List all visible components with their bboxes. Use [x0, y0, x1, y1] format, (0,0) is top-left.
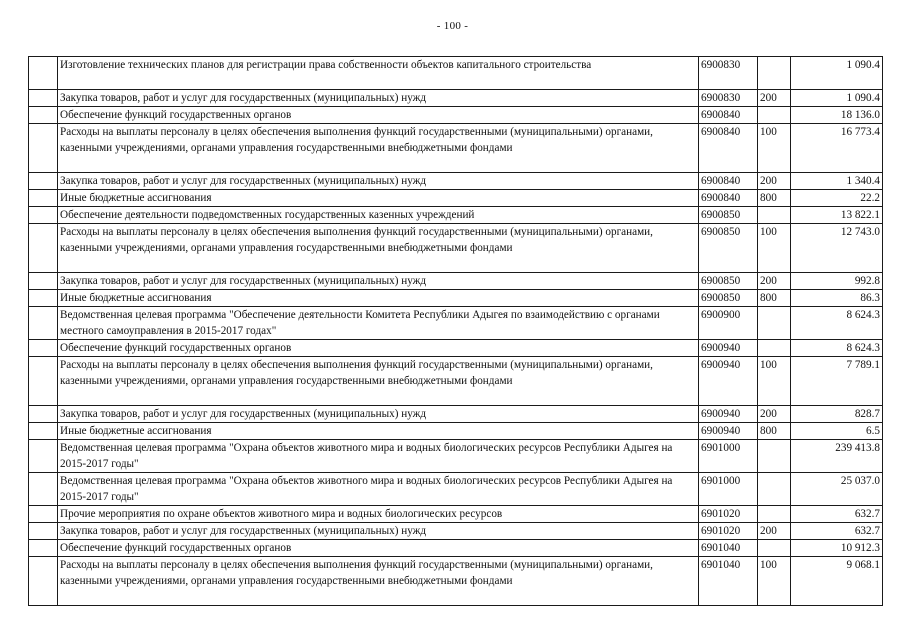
target-article-code: 6901000 — [699, 440, 758, 473]
expense-name: Закупка товаров, работ и услуг для государственных (муниципальных) нужд — [58, 406, 699, 423]
table-row — [29, 307, 883, 340]
table-row — [29, 207, 883, 224]
blank-cell — [29, 190, 58, 207]
blank-cell — [29, 423, 58, 440]
amount: 239 413.8 — [791, 440, 883, 473]
expense-type-code: 800 — [758, 290, 791, 307]
expense-type-code — [758, 473, 791, 506]
amount: 1 340.4 — [791, 173, 883, 190]
target-article-code: 6900850 — [699, 290, 758, 307]
blank-cell — [29, 357, 58, 406]
expense-type-code — [758, 107, 791, 124]
expense-name: Ведомственная целевая программа "Охрана объектов животного мира и водных биологических ресурсов Республики Адыгея на 2015-2017 годы" — [58, 440, 699, 473]
expense-type-code: 200 — [758, 90, 791, 107]
target-article-code: 6900940 — [699, 423, 758, 440]
amount: 13 822.1 — [791, 207, 883, 224]
table-row — [29, 523, 883, 540]
amount: 828.7 — [791, 406, 883, 423]
expense-name: Закупка товаров, работ и услуг для государственных (муниципальных) нужд — [58, 273, 699, 290]
table-row — [29, 440, 883, 473]
expense-name: Ведомственная целевая программа "Обеспечение деятельности Комитета Республики Адыгея по взаимодействию с органами местного самоуправления в 2015-2017 годах" — [58, 307, 699, 340]
blank-cell — [29, 107, 58, 124]
table-row — [29, 473, 883, 506]
target-article-code: 6900940 — [699, 406, 758, 423]
blank-cell — [29, 207, 58, 224]
table-row — [29, 190, 883, 207]
blank-cell — [29, 124, 58, 173]
expense-type-code: 200 — [758, 273, 791, 290]
table-row — [29, 406, 883, 423]
amount: 10 912.3 — [791, 540, 883, 557]
amount: 1 090.4 — [791, 90, 883, 107]
target-article-code: 6900900 — [699, 307, 758, 340]
blank-cell — [29, 290, 58, 307]
expense-name: Ведомственная целевая программа "Охрана объектов животного мира и водных биологических ресурсов Республики Адыгея на 2015-2017 годы" — [58, 473, 699, 506]
expense-type-code — [758, 540, 791, 557]
blank-cell — [29, 307, 58, 340]
expense-name: Расходы на выплаты персоналу в целях обеспечения выполнения функций государственными (муниципальными) органами, казенными учреждениями, органами управления государственными внебюджетными фондами — [58, 357, 699, 406]
table-row — [29, 423, 883, 440]
amount: 86.3 — [791, 290, 883, 307]
blank-cell — [29, 90, 58, 107]
expense-name: Иные бюджетные ассигнования — [58, 190, 699, 207]
amount: 992.8 — [791, 273, 883, 290]
table-row — [29, 506, 883, 523]
blank-cell — [29, 173, 58, 190]
target-article-code: 6900940 — [699, 357, 758, 406]
blank-cell — [29, 406, 58, 423]
table-row — [29, 57, 883, 90]
blank-cell — [29, 273, 58, 290]
table-row — [29, 557, 883, 606]
amount: 8 624.3 — [791, 340, 883, 357]
table-row — [29, 107, 883, 124]
budget-table — [28, 56, 883, 606]
table-row — [29, 340, 883, 357]
target-article-code: 6900830 — [699, 57, 758, 90]
expense-type-code — [758, 440, 791, 473]
expense-name: Иные бюджетные ассигнования — [58, 290, 699, 307]
expense-name: Закупка товаров, работ и услуг для государственных (муниципальных) нужд — [58, 173, 699, 190]
amount: 6.5 — [791, 423, 883, 440]
amount: 7 789.1 — [791, 357, 883, 406]
expense-name: Расходы на выплаты персоналу в целях обеспечения выполнения функций государственными (муниципальными) органами, казенными учреждениями, органами управления государственными внебюджетными фондами — [58, 557, 699, 606]
amount: 18 136.0 — [791, 107, 883, 124]
page-number: - 100 - — [436, 20, 469, 32]
expense-type-code: 100 — [758, 224, 791, 273]
expense-type-code — [758, 307, 791, 340]
target-article-code: 6901020 — [699, 523, 758, 540]
table-row — [29, 124, 883, 173]
table-row — [29, 173, 883, 190]
blank-cell — [29, 440, 58, 473]
amount: 9 068.1 — [791, 557, 883, 606]
expense-type-code: 100 — [758, 124, 791, 173]
expense-name: Расходы на выплаты персоналу в целях обеспечения выполнения функций государственными (муниципальными) органами, казенными учреждениями, органами управления государственными внебюджетными фондами — [58, 224, 699, 273]
expense-name: Обеспечение функций государственных органов — [58, 107, 699, 124]
target-article-code: 6901040 — [699, 540, 758, 557]
target-article-code: 6900850 — [699, 207, 758, 224]
table-row — [29, 273, 883, 290]
amount: 8 624.3 — [791, 307, 883, 340]
expense-type-code — [758, 57, 791, 90]
amount: 632.7 — [791, 523, 883, 540]
blank-cell — [29, 340, 58, 357]
expense-name: Обеспечение деятельности подведомственных государственных казенных учреждений — [58, 207, 699, 224]
expense-type-code: 100 — [758, 557, 791, 606]
blank-cell — [29, 540, 58, 557]
blank-cell — [29, 224, 58, 273]
expense-type-code — [758, 506, 791, 523]
target-article-code: 6900840 — [699, 124, 758, 173]
target-article-code: 6901020 — [699, 506, 758, 523]
table-row — [29, 290, 883, 307]
expense-type-code: 200 — [758, 406, 791, 423]
target-article-code: 6901000 — [699, 473, 758, 506]
blank-cell — [29, 523, 58, 540]
amount: 16 773.4 — [791, 124, 883, 173]
amount: 25 037.0 — [791, 473, 883, 506]
expense-type-code — [758, 207, 791, 224]
amount: 1 090.4 — [791, 57, 883, 90]
target-article-code: 6900840 — [699, 107, 758, 124]
expense-name: Обеспечение функций государственных органов — [58, 340, 699, 357]
amount: 12 743.0 — [791, 224, 883, 273]
expense-name: Обеспечение функций государственных органов — [58, 540, 699, 557]
blank-cell — [29, 473, 58, 506]
target-article-code: 6900840 — [699, 190, 758, 207]
expense-type-code: 200 — [758, 523, 791, 540]
expense-type-code — [758, 340, 791, 357]
expense-name: Закупка товаров, работ и услуг для государственных (муниципальных) нужд — [58, 90, 699, 107]
expense-name: Прочие мероприятия по охране объектов животного мира и водных биологических ресурсов — [58, 506, 699, 523]
table-row — [29, 90, 883, 107]
target-article-code: 6900850 — [699, 224, 758, 273]
expense-name: Изготовление технических планов для регистрации права собственности объектов капитального строительства — [58, 57, 699, 90]
expense-type-code: 100 — [758, 357, 791, 406]
target-article-code: 6900850 — [699, 273, 758, 290]
target-article-code: 6901040 — [699, 557, 758, 606]
amount: 632.7 — [791, 506, 883, 523]
blank-cell — [29, 557, 58, 606]
target-article-code: 6900840 — [699, 173, 758, 190]
blank-cell — [29, 506, 58, 523]
expense-name: Иные бюджетные ассигнования — [58, 423, 699, 440]
expense-name: Расходы на выплаты персоналу в целях обеспечения выполнения функций государственными (муниципальными) органами, казенными учреждениями, органами управления государственными внебюджетными фондами — [58, 124, 699, 173]
expense-name: Закупка товаров, работ и услуг для государственных (муниципальных) нужд — [58, 523, 699, 540]
target-article-code: 6900940 — [699, 340, 758, 357]
table-row — [29, 224, 883, 273]
amount: 22.2 — [791, 190, 883, 207]
expense-type-code: 200 — [758, 173, 791, 190]
expense-type-code: 800 — [758, 190, 791, 207]
blank-cell — [29, 57, 58, 90]
table-row — [29, 540, 883, 557]
table-row — [29, 357, 883, 406]
target-article-code: 6900830 — [699, 90, 758, 107]
expense-type-code: 800 — [758, 423, 791, 440]
